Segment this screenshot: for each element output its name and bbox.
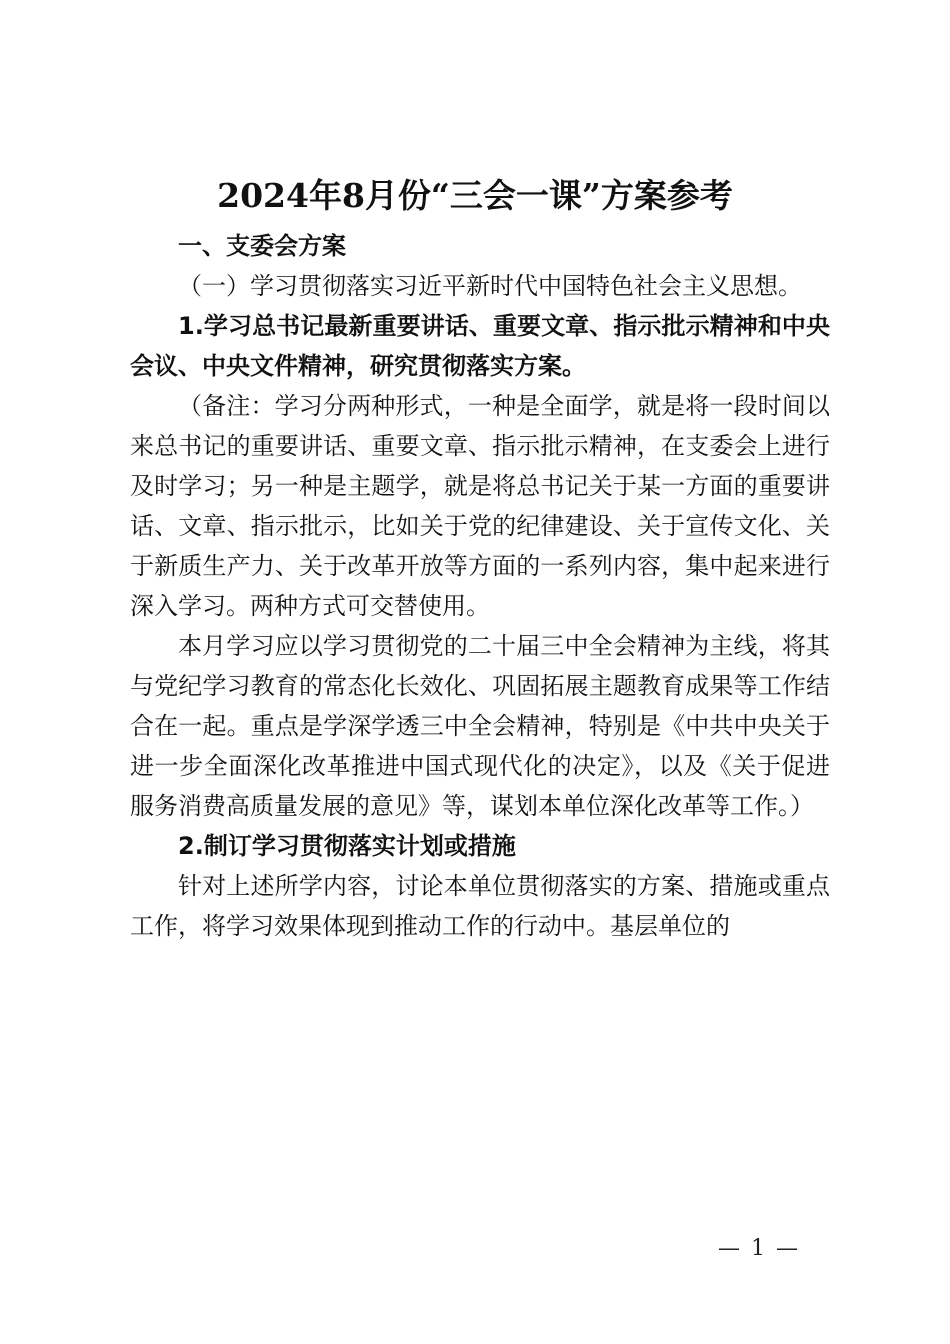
section-heading: 一、支委会方案 [178, 232, 346, 260]
note-paragraph: （备注：学习分两种形式，一种是全面学，就是将一段时间以来总书记的重要讲话、重要文章、指示批示精神，在支委会上进行及时学习；另一种是主题学，就是将总书记关于某一方面的重要讲话、文章、指示批示，比如关于党的纪律建设、关于宣传文化、关于新质生产力、关于改革开放等方面的一系列内容，集中起来进行深入学习。两种方式可交替使用。 [130, 392, 830, 620]
item-heading-2: 2.制订学习贯彻落实计划或措施 [178, 832, 516, 860]
document-title: 2024年8月份“三会一课”方案参考 [217, 176, 733, 215]
subsection-heading: （一）学习贯彻落实习近平新时代中国特色社会主义思想。 [178, 272, 802, 300]
month-paragraph: 本月学习应以学习贯彻党的二十届三中全会精神为主线，将其与党纪学习教育的常态化长效化、巩固拓展主题教育成果等工作结合在一起。重点是学深学透三中全会精神，特别是《中共中央关于进一步全面深化改革推进中国式现代化的决定》，以及《关于促进服务消费高质量发展的意见》等，谋划本单位深化改革等工作。） [130, 632, 830, 820]
item-heading-1: 1.学习总书记最新重要讲话、重要文章、指示批示精神和中央会议、中央文件精神，研究贯彻落实方案。 [130, 312, 830, 380]
item2-paragraph: 针对上述所学内容，讨论本单位贯彻落实的方案、措施或重点工作，将学习效果体现到推动工作的行动中。基层单位的 [130, 872, 830, 940]
page-number: — 1 — [718, 1236, 800, 1261]
document-body [130, 226, 830, 946]
